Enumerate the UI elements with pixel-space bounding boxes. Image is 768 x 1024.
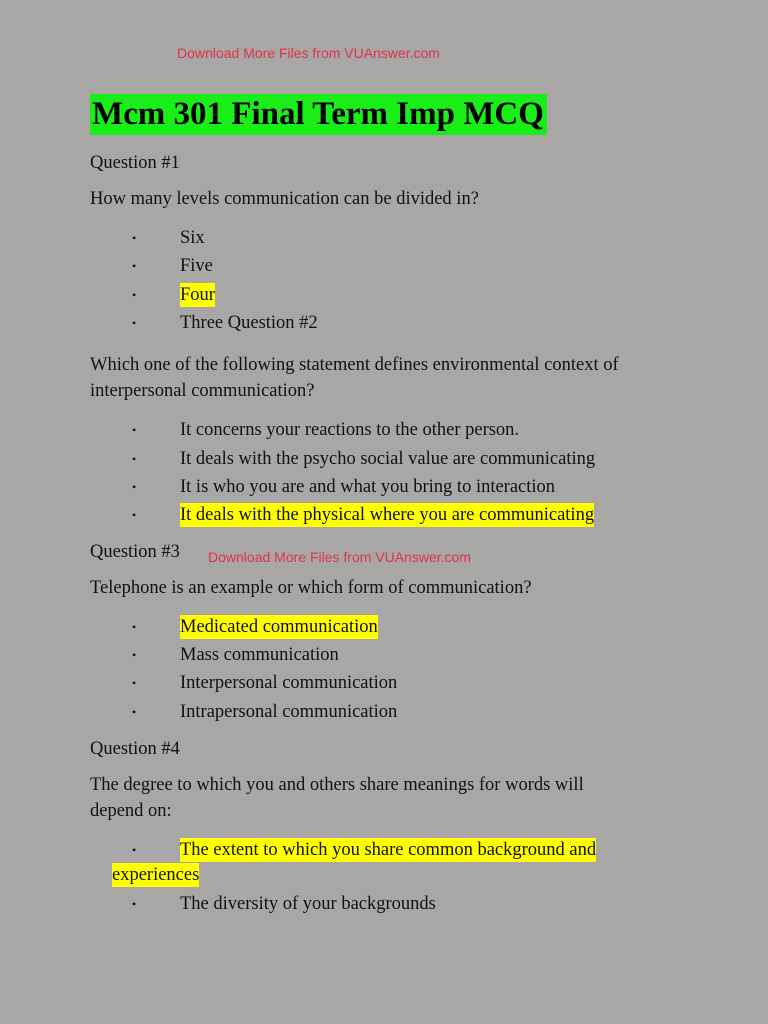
bullet-icon: • bbox=[132, 620, 137, 634]
q3-option-4: Intrapersonal communication bbox=[180, 702, 398, 722]
q1-option-4: Three Question #2 bbox=[180, 313, 318, 333]
question-1-label: Question #1 bbox=[90, 153, 180, 173]
q2-option-4-answer: It deals with the physical where you are communicating bbox=[180, 505, 595, 525]
question-3-label: Question #3 bbox=[90, 542, 180, 562]
q3-option-3: Interpersonal communication bbox=[180, 673, 398, 693]
q2-option-3: It is who you are and what you bring to interaction bbox=[180, 477, 556, 497]
bullet-icon: • bbox=[132, 705, 137, 719]
bullet-icon: • bbox=[132, 259, 137, 273]
page-title: Mcm 301 Final Term Imp MCQ bbox=[90, 94, 547, 135]
bullet-icon: • bbox=[132, 480, 137, 494]
q4-option-1-answer-line2: experiences bbox=[112, 865, 200, 885]
question-3-text: Telephone is an example or which form of communication? bbox=[90, 578, 532, 598]
q1-option-1: Six bbox=[180, 228, 205, 248]
bullet-icon: • bbox=[132, 676, 137, 690]
q4-option-1-answer-line1: The extent to which you share common background and bbox=[180, 840, 597, 860]
bullet-icon: • bbox=[132, 897, 137, 911]
question-2-text-line2: interpersonal communication? bbox=[90, 381, 315, 401]
q1-option-2: Five bbox=[180, 256, 213, 276]
question-4-label: Question #4 bbox=[90, 739, 180, 759]
q2-option-1: It concerns your reactions to the other person. bbox=[180, 420, 520, 440]
bullet-icon: • bbox=[132, 843, 137, 857]
q3-option-2: Mass communication bbox=[180, 645, 339, 665]
bullet-icon: • bbox=[132, 452, 137, 466]
q3-option-1-answer: Medicated communication bbox=[180, 617, 378, 637]
q1-option-3-answer: Four bbox=[180, 285, 215, 305]
bullet-icon: • bbox=[132, 508, 137, 522]
question-4-text-line1: The degree to which you and others share meanings for words will bbox=[90, 775, 584, 795]
question-1-text: How many levels communication can be divided in? bbox=[90, 189, 479, 209]
bullet-icon: • bbox=[132, 316, 137, 330]
q4-option-2: The diversity of your backgrounds bbox=[180, 894, 436, 914]
q2-option-2: It deals with the psycho social value are communicating bbox=[180, 449, 596, 469]
watermark-link[interactable]: Download More Files from VUAnswer.com bbox=[177, 45, 440, 61]
bullet-icon: • bbox=[132, 231, 137, 245]
question-4-text-line2: depend on: bbox=[90, 801, 172, 821]
bullet-icon: • bbox=[132, 423, 137, 437]
bullet-icon: • bbox=[132, 288, 137, 302]
question-2-text-line1: Which one of the following statement defines environmental context of bbox=[90, 355, 619, 375]
bullet-icon: • bbox=[132, 648, 137, 662]
watermark-link[interactable]: Download More Files from VUAnswer.com bbox=[208, 549, 471, 565]
